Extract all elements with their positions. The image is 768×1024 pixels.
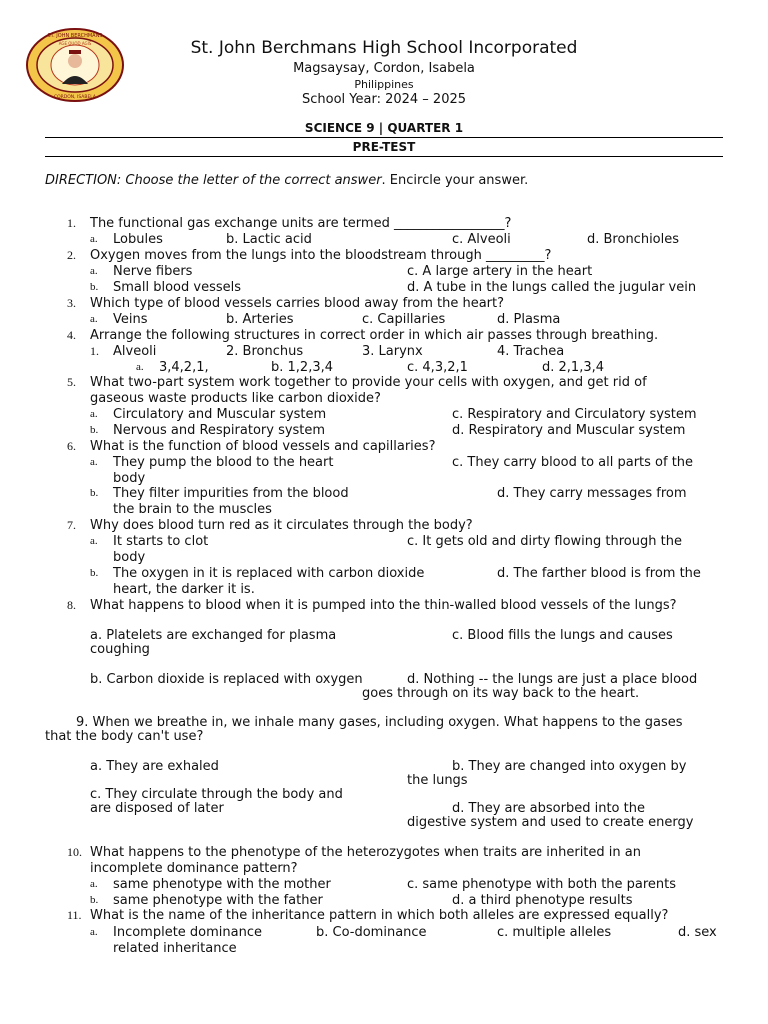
item-4: 4. Trachea: [497, 344, 565, 359]
svg-text:ST. JOHN BERCHMANS: ST. JOHN BERCHMANS: [47, 33, 103, 39]
option-letter: b.: [90, 894, 99, 906]
option-b[interactable]: b. Carbon dioxide is replaced with oxygen: [90, 672, 363, 687]
option-d-cont: heart, the darker it is.: [113, 582, 255, 597]
option-letter: a.: [136, 361, 144, 373]
subject-title: SCIENCE 9 | QUARTER 1: [304, 121, 464, 135]
option-b[interactable]: b. Arteries: [226, 312, 294, 327]
option-d[interactable]: d. A tube in the lungs called the jugular vein: [407, 280, 697, 295]
option-c[interactable]: c. Respiratory and Circulatory system: [452, 407, 697, 422]
option-a[interactable]: They pump the blood to the heart: [113, 455, 334, 470]
option-letter: b.: [90, 487, 99, 499]
option-letter: a.: [90, 535, 98, 547]
question-stem-cont: gaseous waste products like carbon dioxide?: [90, 391, 381, 406]
option-letter: a.: [90, 456, 98, 468]
option-a[interactable]: a. They are exhaled: [90, 759, 219, 774]
item-1: Alveoli: [113, 344, 157, 359]
option-a[interactable]: Circulatory and Muscular system: [113, 407, 327, 422]
question-number: 4.: [67, 328, 76, 342]
option-letter: a.: [90, 408, 98, 420]
option-c[interactable]: c. It gets old and dirty flowing through the: [407, 534, 682, 549]
option-c[interactable]: c. Capillaries: [362, 312, 446, 327]
question-number: 11.: [67, 908, 82, 922]
option-letter: a.: [90, 233, 98, 245]
option-a[interactable]: Lobules: [113, 232, 163, 247]
option-b[interactable]: b. Co-dominance: [316, 925, 427, 940]
option-a[interactable]: Nerve fibers: [113, 264, 193, 279]
option-d[interactable]: d. 2,1,3,4: [542, 360, 604, 375]
question-stem: What happens to the phenotype of the heterozygotes when traits are inherited in an: [90, 845, 641, 860]
item-2: 2. Bronchus: [226, 344, 304, 359]
question-stem: What happens to blood when it is pumped into the thin-walled blood vessels of the lungs?: [90, 598, 677, 613]
option-d[interactable]: d. Respiratory and Muscular system: [452, 423, 686, 438]
item-number: 1.: [90, 344, 99, 358]
option-c[interactable]: c. same phenotype with both the parents: [407, 877, 677, 892]
header-rule-2: [45, 156, 723, 157]
option-b[interactable]: The oxygen in it is replaced with carbon dioxide: [113, 566, 425, 581]
option-letter: a.: [90, 926, 98, 938]
question-number: 7.: [67, 518, 76, 532]
option-d-cont: goes through on its way back to the heart.: [362, 686, 640, 701]
option-letter: b.: [90, 281, 99, 293]
option-d[interactable]: d. sex: [678, 925, 717, 940]
question-number: 2.: [67, 248, 76, 262]
option-c[interactable]: c. Alveoli: [452, 232, 511, 247]
question-stem: Why does blood turn red as it circulates through the body?: [90, 518, 473, 533]
option-d[interactable]: d. The farther blood is from the: [497, 566, 701, 581]
option-a[interactable]: same phenotype with the mother: [113, 877, 331, 892]
option-a[interactable]: Veins: [113, 312, 148, 327]
option-letter: b.: [90, 424, 99, 436]
direction-rest: . Encircle your answer.: [381, 173, 529, 188]
question-number: 3.: [67, 296, 76, 310]
direction: [45, 173, 528, 188]
question-stem: What two-part system work together to provide your cells with oxygen, and get rid of: [90, 375, 647, 390]
option-c[interactable]: c. They carry blood to all parts of the: [452, 455, 694, 470]
school-name: St. John Berchmans High School Incorporated: [190, 38, 578, 58]
option-c[interactable]: c. multiple alleles: [497, 925, 612, 940]
direction-italic: DIRECTION: Choose the letter of the correct answer: [45, 173, 382, 188]
question-stem-cont: that the body can't use?: [45, 729, 204, 744]
option-d[interactable]: d. Nothing -- the lungs are just a place blood: [407, 672, 698, 687]
option-d[interactable]: d. a third phenotype results: [452, 893, 633, 908]
option-letter: a.: [90, 313, 98, 325]
option-c[interactable]: c. Blood fills the lungs and causes: [452, 628, 673, 643]
option-d[interactable]: d. They are absorbed into the: [452, 801, 645, 816]
option-c-cont: body: [113, 550, 146, 565]
option-d[interactable]: d. They carry messages from: [497, 486, 687, 501]
question-stem: What is the name of the inheritance pattern in which both alleles are expressed equally?: [90, 908, 669, 923]
option-b[interactable]: b. They are changed into oxygen by: [452, 759, 687, 774]
option-a[interactable]: 3,4,2,1,: [159, 360, 209, 375]
question-stem: What is the function of blood vessels and capillaries?: [90, 439, 436, 454]
option-c[interactable]: c. 4,3,2,1: [407, 360, 468, 375]
option-c-cont: are disposed of later: [90, 801, 224, 816]
option-c-cont: coughing: [90, 642, 150, 657]
option-b[interactable]: b. Lactic acid: [226, 232, 312, 247]
question-number: 6.: [67, 439, 76, 453]
option-b[interactable]: Small blood vessels: [113, 280, 242, 295]
option-letter: b.: [90, 567, 99, 579]
option-a[interactable]: Incomplete dominance: [113, 925, 262, 940]
test-title: PRE-TEST: [352, 140, 416, 154]
question-stem: The functional gas exchange units are termed _________________?: [90, 216, 512, 231]
question-stem: Arrange the following structures in correct order in which air passes through breathing.: [90, 328, 659, 343]
option-a[interactable]: a. Platelets are exchanged for plasma: [90, 628, 337, 643]
option-b-cont: the lungs: [407, 773, 468, 788]
question-number: 5.: [67, 375, 76, 389]
question-number: 10.: [67, 845, 82, 859]
question-stem: 9. When we breathe in, we inhale many gases, including oxygen. What happens to the gases: [76, 715, 683, 730]
option-a[interactable]: It starts to clot: [113, 534, 209, 549]
question-number: 1.: [67, 216, 76, 230]
option-d-cont: related inheritance: [113, 941, 237, 956]
option-d-cont: the brain to the muscles: [113, 502, 272, 517]
option-letter: a.: [90, 878, 98, 890]
option-c-cont: body: [113, 471, 146, 486]
question-stem-cont: incomplete dominance pattern?: [90, 861, 298, 876]
option-c[interactable]: c. A large artery in the heart: [407, 264, 593, 279]
option-b[interactable]: same phenotype with the father: [113, 893, 323, 908]
option-b[interactable]: They filter impurities from the blood: [113, 486, 349, 501]
question-number: 8.: [67, 598, 76, 612]
option-b[interactable]: b. 1,2,3,4: [271, 360, 333, 375]
option-letter: a.: [90, 265, 98, 277]
option-d[interactable]: d. Plasma: [497, 312, 561, 327]
question-stem: Oxygen moves from the lungs into the bloodstream through _________?: [90, 248, 552, 263]
school-address: Magsaysay, Cordon, Isabela: [293, 61, 475, 76]
svg-text:AGE QUOD AGIS: AGE QUOD AGIS: [58, 41, 92, 46]
school-year: School Year: 2024 – 2025: [301, 92, 467, 107]
item-3: 3. Larynx: [362, 344, 423, 359]
school-country: Philippines: [354, 78, 414, 91]
header-rule-1: [45, 137, 723, 138]
option-d[interactable]: d. Bronchioles: [587, 232, 680, 247]
option-c[interactable]: c. They circulate through the body and: [90, 787, 343, 802]
question-stem: Which type of blood vessels carries blood away from the heart?: [90, 296, 505, 311]
option-b[interactable]: Nervous and Respiratory system: [113, 423, 326, 438]
option-d-cont: digestive system and used to create energy: [407, 815, 694, 830]
svg-text:CORDON, ISABELA: CORDON, ISABELA: [53, 95, 97, 100]
